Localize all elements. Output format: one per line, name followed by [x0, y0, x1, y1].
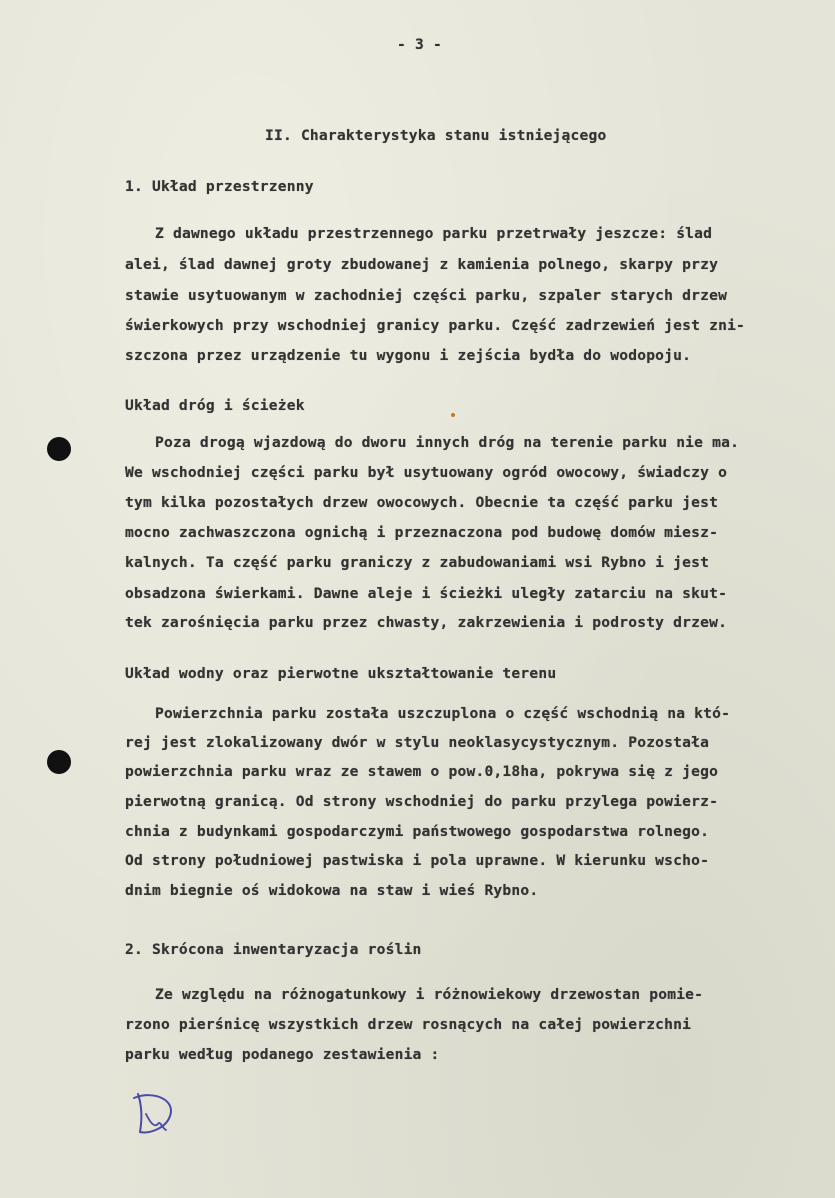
paragraph-line: chnia z budynkami gospodarczymi państwowego gospodarstwa rolnego. — [125, 823, 710, 840]
handwritten-initial — [128, 1088, 180, 1138]
paragraph-line: rej jest zlokalizowany dwór w stylu neoklasycystycznym. Pozostała — [125, 734, 710, 751]
paragraph-line: tek zarośnięcia parku przez chwasty, zakrzewienia i podrosty drzew. — [125, 614, 728, 631]
paragraph-line: tym kilka pozostałych drzew owocowych. Obecnie ta część parku jest — [125, 494, 719, 511]
paragraph-line: rzono pierśnicę wszystkich drzew rosnących na całej powierzchni — [125, 1016, 692, 1033]
punch-hole-top — [47, 437, 71, 461]
paragraph-line: mocno zachwaszczona ognichą i przeznaczona pod budowę domów miesz- — [125, 524, 719, 541]
section-title: 1. Układ przestrzenny — [125, 178, 314, 195]
paragraph-line: pierwotną granicą. Od strony wschodniej do parku przylega powierz- — [125, 793, 719, 810]
paragraph-line: Poza drogą wjazdową do dworu innych dróg na terenie parku nie ma. — [155, 434, 740, 451]
paragraph-line: Od strony południowej pastwiska i pola uprawne. W kierunku wscho- — [125, 852, 710, 869]
paragraph-line: parku według podanego zestawienia : — [125, 1046, 440, 1063]
paragraph-line: We wschodniej części parku był usytuowany ogród owocowy, świadczy o — [125, 464, 728, 481]
paragraph-line: stawie usytuowanym w zachodniej części parku, szpaler starych drzew — [125, 287, 728, 304]
paragraph-line: Powierzchnia parku została uszczuplona o część wschodnią na któ- — [155, 705, 731, 722]
section-title: Układ dróg i ścieżek — [125, 397, 305, 414]
paragraph-line: Z dawnego układu przestrzennego parku przetrwały jeszcze: ślad — [155, 225, 713, 242]
section-title: Układ wodny oraz pierwotne ukształtowanie terenu — [125, 665, 557, 682]
paragraph-line: kalnych. Ta część parku graniczy z zabudowaniami wsi Rybno i jest — [125, 554, 710, 571]
paragraph-line: obsadzona świerkami. Dawne aleje i ścieżki uległy zatarciu na skut- — [125, 585, 728, 602]
page-number: - 3 - — [397, 36, 442, 53]
punch-hole-bottom — [47, 750, 71, 774]
paragraph-line: świerkowych przy wschodniej granicy parku. Część zadrzewień jest zni- — [125, 317, 746, 334]
section-title: 2. Skrócona inwentaryzacja roślin — [125, 941, 422, 958]
main-heading: II. Charakterystyka stanu istniejącego — [265, 127, 607, 144]
paragraph-line: alei, ślad dawnej groty zbudowanej z kamienia polnego, skarpy przy — [125, 256, 719, 273]
paragraph-line: szczona przez urządzenie tu wygonu i zejścia bydła do wodopoju. — [125, 347, 692, 364]
paragraph-line: powierzchnia parku wraz ze stawem o pow.0,18ha, pokrywa się z jego — [125, 763, 719, 780]
paragraph-line: dnim biegnie oś widokowa na staw i wieś Rybno. — [125, 882, 539, 899]
paragraph-line: Ze względu na różnogatunkowy i różnowiekowy drzewostan pomie- — [155, 986, 704, 1003]
paper-speck — [451, 413, 455, 417]
